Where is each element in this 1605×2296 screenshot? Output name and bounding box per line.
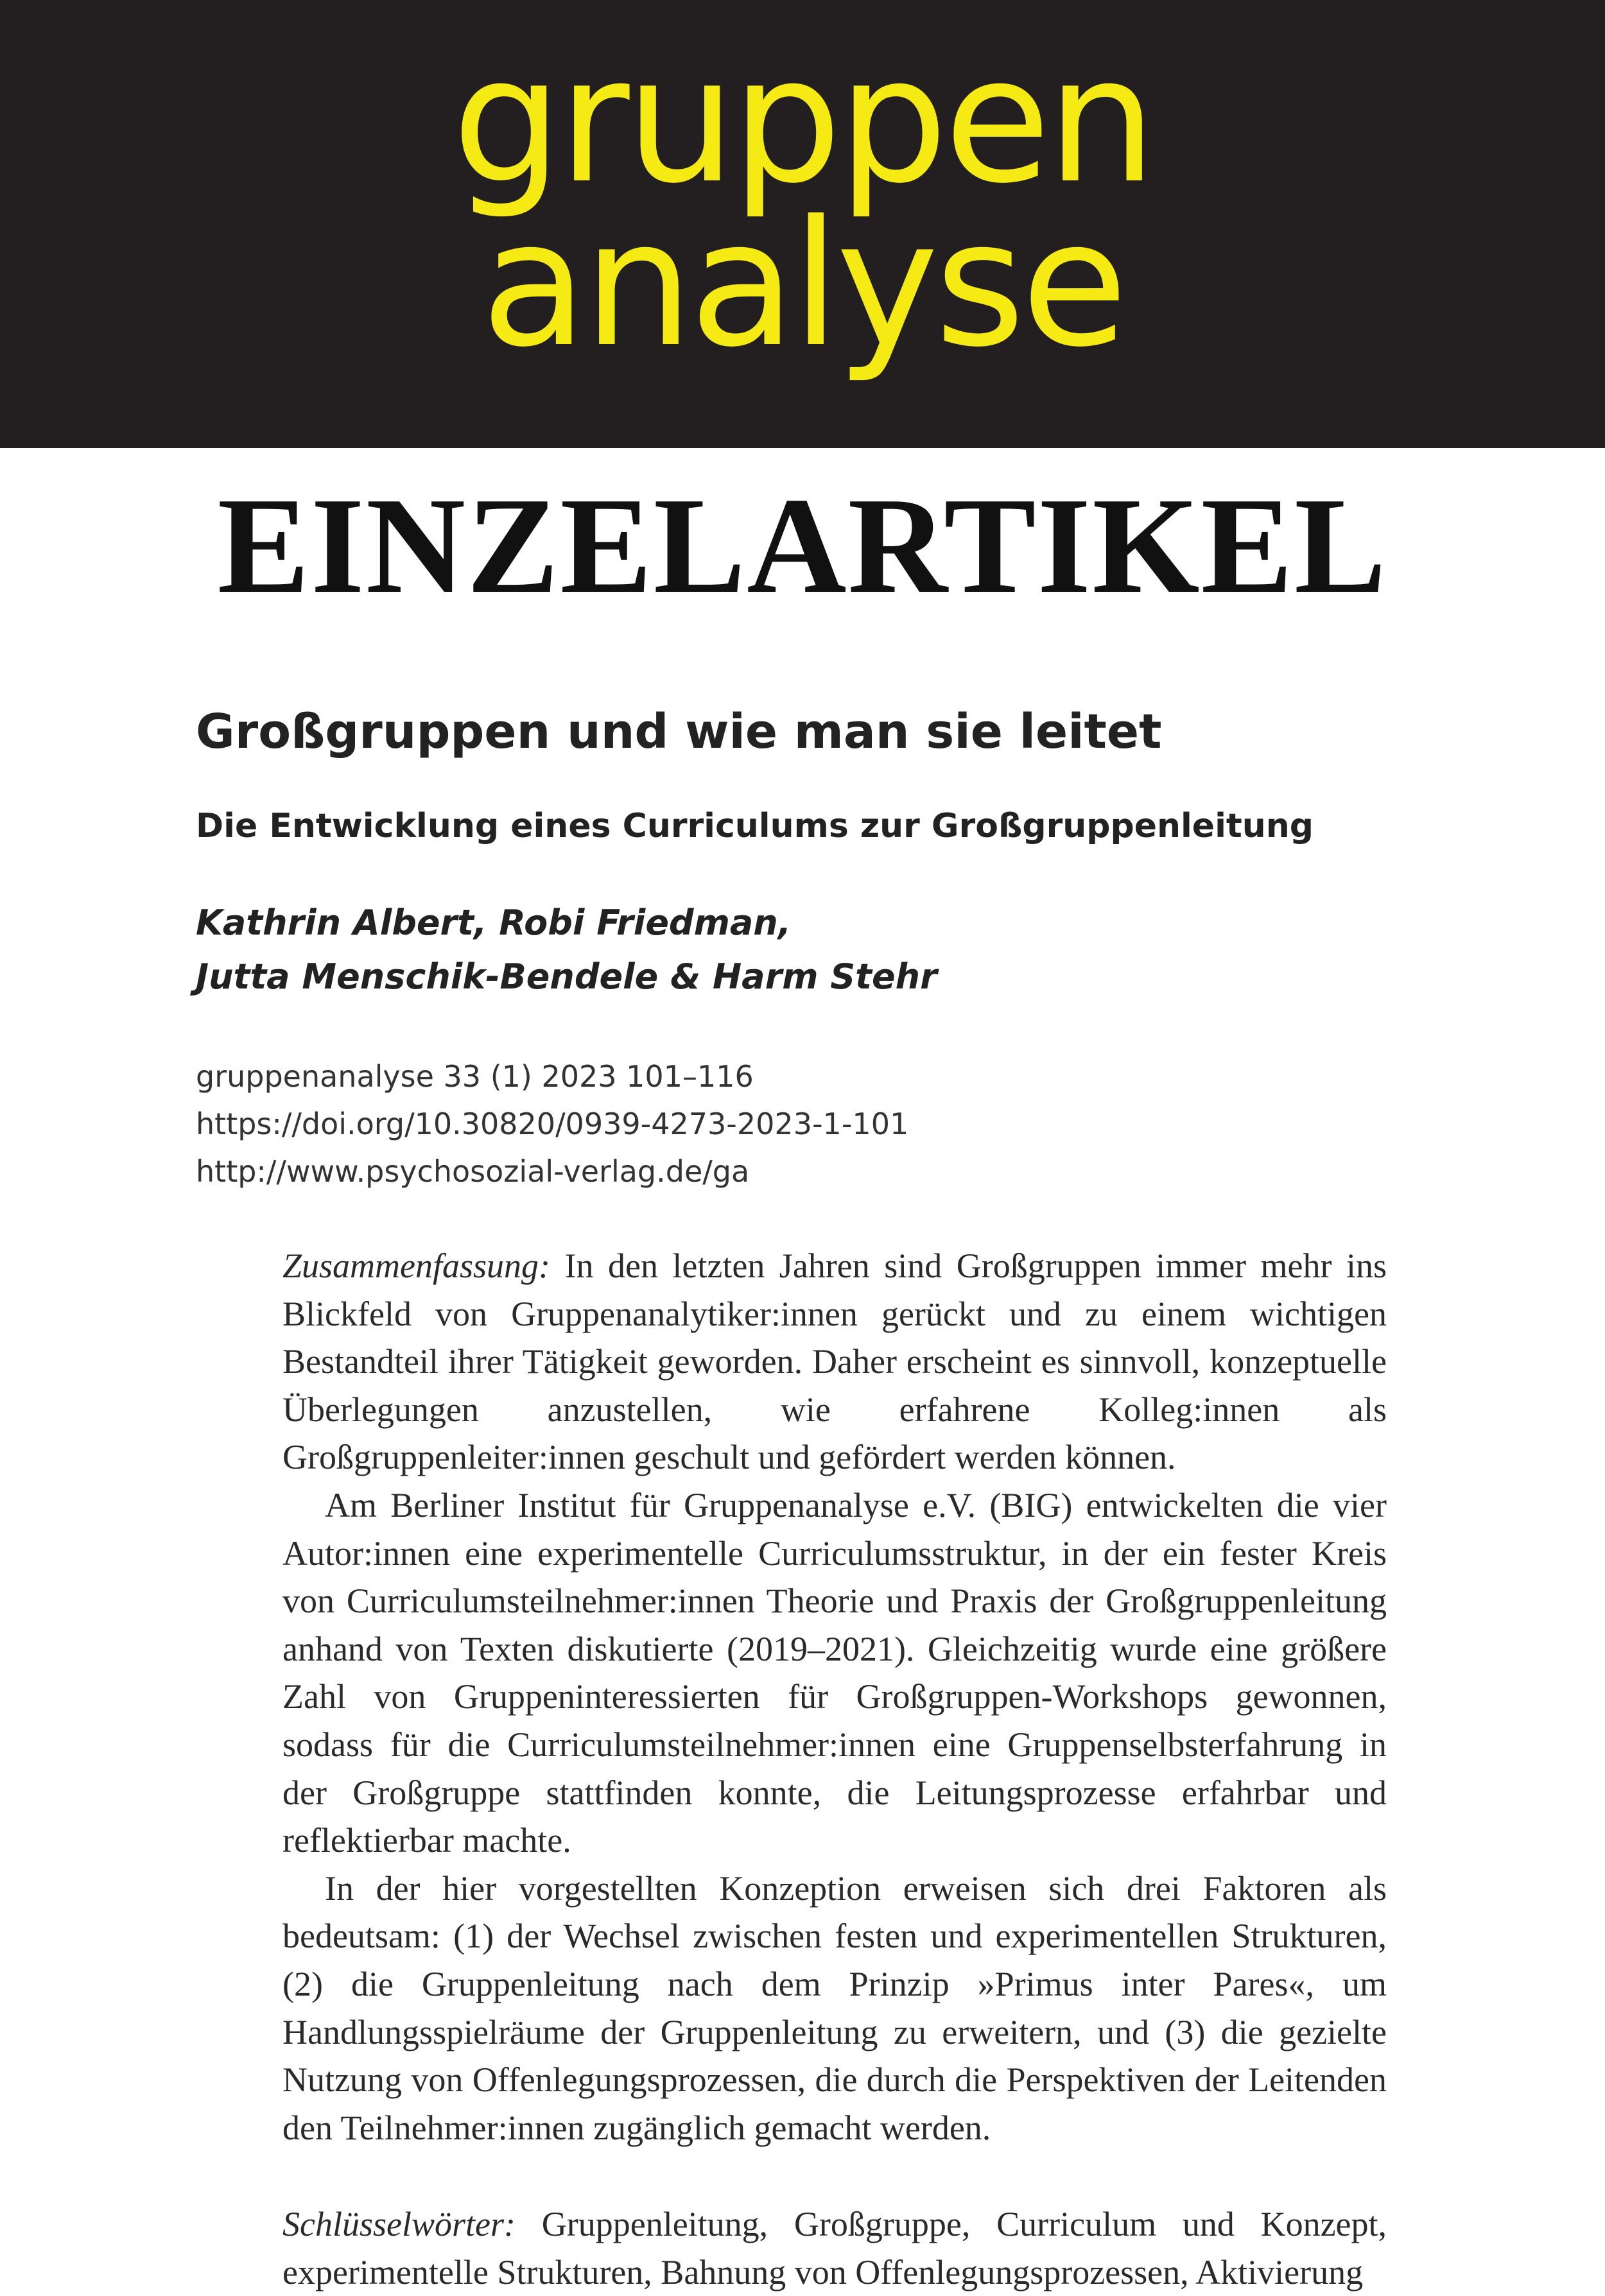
abstract-label: Zusammenfassung: <box>282 1247 551 1285</box>
keywords-text: Gruppenleitung, Großgruppe, Curriculum und Konzept, experimentelle Strukturen, Bahnung von Offenlegungsprozessen, Aktivierung <box>282 2205 1387 2292</box>
authors-line-1: Kathrin Albert, Robi Friedman, <box>196 902 792 943</box>
logo-line-2: analyse <box>481 183 1124 385</box>
abstract-text-1: In den letzten Jahren sind Großgruppen immer mehr ins Blickfeld von Gruppenanalytiker:innen gerückt und zu einem wichtigen Bestandteil ihrer Tätigkeit geworden. Daher erscheint es sinnvoll, konzeptuelle Überlegungen anzustellen, wie erfahrene Kolleg:innen als Großgruppenleiter:innen geschult und gefördert werden können. <box>282 1247 1387 1477</box>
authors-line-2: Jutta Menschik-Bendele & Harm Stehr <box>196 956 937 997</box>
citation: gruppenanalyse 33 (1) 2023 101–116 <box>196 1059 754 1094</box>
abstract-paragraph-3: In der hier vorgestellten Konzeption erweisen sich drei Faktoren als bedeutsam: (1) der Wechsel zwischen festen und experimentellen Strukturen, (2) die Gruppenleitung nach dem Prinzip »Primus inter Pares«, um Handlungsspielräume der Gruppenleitung zu erweitern, und (3) die gezielte Nutzung von Offenlegungsprozessen, die durch die Perspektiven der Leitenden den Teilnehmer:innen zugänglich gemacht werden. <box>282 1869 1387 2147</box>
journal-header <box>0 0 1605 448</box>
doi-link[interactable]: https://doi.org/10.30820/0939-4273-2023-1-101 <box>196 1107 909 1141</box>
keywords <box>282 2200 1387 2296</box>
authors <box>196 896 937 1004</box>
abstract <box>282 1242 1387 2152</box>
banner-title: EINZELARTIKEL <box>217 469 1388 622</box>
logo-line-1: gruppen <box>452 19 1153 221</box>
journal-url[interactable]: http://www.psychosozial-verlag.de/ga <box>196 1154 750 1189</box>
journal-logo <box>0 19 1605 385</box>
article-subtitle: Die Entwicklung eines Curriculums zur Großgruppenleitung <box>196 807 1314 845</box>
article-title: Großgruppen und wie man sie leitet <box>196 704 1162 759</box>
abstract-paragraph-1 <box>282 1242 1387 1481</box>
abstract-paragraph-2: Am Berliner Institut für Gruppenanalyse e.V. (BIG) entwickelten die vier Autor:innen eine experimentelle Curriculumsstruktur, in der ein fester Kreis von Curriculumsteilnehmer:innen Theorie und Praxis der Großgruppenleitung anhand von Texten diskutierte (2019–2021). Gleichzeitig wurde eine größere Zahl von Gruppeninteressierten für Großgruppen-Workshops gewonnen, sodass für die Curriculumsteilnehmer:innen eine Gruppenselbsterfahrung in der Großgruppe stattfinden konnte, die Leitungsprozesse erfahrbar und reflektierbar machte. <box>282 1485 1387 1860</box>
citation-block <box>196 1053 908 1195</box>
keywords-label: Schlüsselwörter: <box>282 2205 516 2243</box>
